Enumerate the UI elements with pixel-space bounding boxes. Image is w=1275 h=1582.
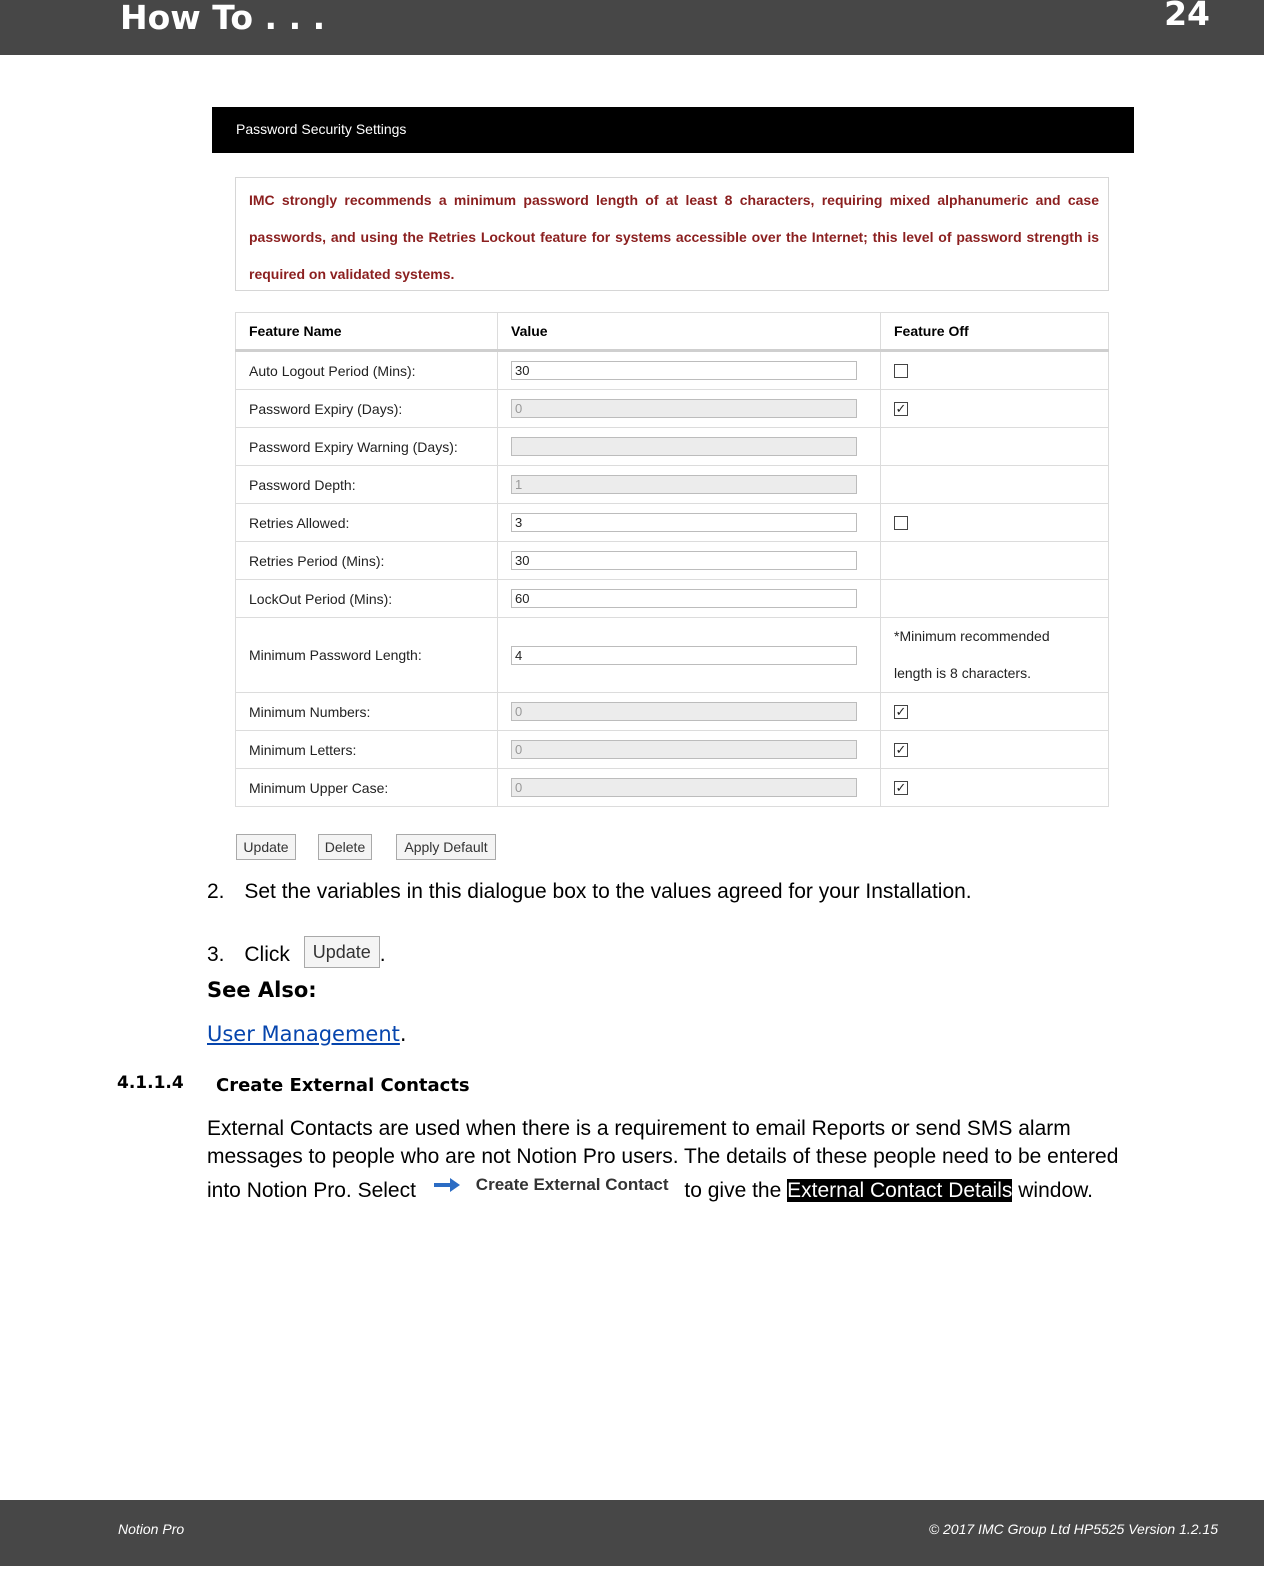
- feature-name: Password Expiry Warning (Days):: [236, 428, 498, 466]
- feature-off-checkbox[interactable]: ✓: [895, 779, 907, 795]
- apply-default-button[interactable]: Apply Default: [396, 834, 496, 860]
- value-field[interactable]: 30: [511, 361, 857, 380]
- see-also-heading: See Also:: [207, 978, 317, 1002]
- chapter-title: How To . . .: [120, 0, 326, 37]
- link-period: .: [399, 1022, 407, 1046]
- value-field[interactable]: 30: [511, 551, 857, 570]
- table-row: [236, 390, 1109, 428]
- value-field: [511, 437, 857, 456]
- create-external-contact-label: Create External Contact: [475, 1175, 669, 1194]
- create-external-contact-button: [432, 1171, 669, 1199]
- arrow-right-icon: [432, 1175, 462, 1195]
- table-row: [236, 580, 1109, 618]
- footer-copyright: © 2017 IMC Group Ltd HP5525 Version 1.2.15: [928, 1521, 1218, 1537]
- column-header: Feature Off: [881, 313, 1109, 351]
- feature-name: Minimum Letters:: [236, 731, 498, 769]
- value-field: 1: [511, 475, 857, 494]
- warning-line: length is 8 characters.: [894, 665, 1031, 681]
- feature-name: LockOut Period (Mins):: [236, 580, 498, 618]
- table-row: [236, 466, 1109, 504]
- external-contact-details-highlight: External Contact Details: [787, 1179, 1013, 1202]
- paragraph-text: External Contacts are used when there is a requirement to email Reports or send SMS alarm messages to people who are not Notion Pro users. The details of these people need to be entered into Notion Pro. Select: [207, 1117, 1119, 1202]
- step-number: 3.: [207, 943, 225, 966]
- paragraph-text: window.: [1018, 1179, 1093, 1202]
- feature-name: Minimum Upper Case:: [236, 769, 498, 807]
- step-2: [207, 878, 972, 906]
- table-row: [236, 351, 1109, 390]
- table-header-row: [236, 313, 1109, 351]
- update-button[interactable]: Update: [236, 834, 296, 860]
- value-field: 0: [511, 740, 857, 759]
- see-also-line: [207, 1022, 407, 1046]
- value-field: 0: [511, 399, 857, 418]
- feature-name: Retries Period (Mins):: [236, 542, 498, 580]
- feature-name: Password Expiry (Days):: [236, 390, 498, 428]
- feature-name: Minimum Password Length:: [236, 618, 498, 693]
- section-number: 4.1.1.4: [117, 1073, 184, 1093]
- value-field[interactable]: 4: [511, 646, 857, 665]
- footer-product: Notion Pro: [118, 1521, 185, 1537]
- step-end: .: [379, 943, 386, 966]
- feature-off-checkbox[interactable]: ✓: [895, 400, 907, 416]
- step-number: 2.: [207, 880, 225, 903]
- update-button-image: Update: [304, 936, 380, 968]
- column-header: Feature Name: [236, 313, 498, 351]
- security-notice-text: IMC strongly recommends a minimum password length of at least 8 characters, requiring mixed alphanumeric and case passwords, and using the Retries Lockout feature for systems accessible over the Internet; this level of password strength is required on validated systems.: [249, 192, 1099, 282]
- feature-name: Auto Logout Period (Mins):: [236, 351, 498, 390]
- feature-name: Minimum Numbers:: [236, 693, 498, 731]
- feature-off-checkbox[interactable]: [894, 516, 908, 530]
- value-field: 0: [511, 778, 857, 797]
- settings-table: [235, 312, 1109, 807]
- min-length-warning: [881, 618, 1109, 693]
- user-management-link[interactable]: User Management: [207, 1022, 400, 1046]
- panel-title-bar: [212, 107, 1134, 153]
- step-text: Click: [244, 943, 290, 966]
- page-footer: [0, 1500, 1264, 1566]
- page-header: [0, 0, 1264, 55]
- security-notice: [235, 177, 1109, 291]
- page-number: 24: [1164, 0, 1210, 33]
- feature-name: Retries Allowed:: [236, 504, 498, 542]
- value-field[interactable]: 3: [511, 513, 857, 532]
- paragraph-text: to give the: [684, 1179, 782, 1202]
- section-paragraph: [207, 1115, 1157, 1205]
- table-row: [236, 618, 1109, 693]
- table-row: [236, 731, 1109, 769]
- table-row: [236, 428, 1109, 466]
- feature-off-checkbox[interactable]: [894, 364, 908, 378]
- step-text: Set the variables in this dialogue box to the values agreed for your Installation.: [244, 880, 972, 903]
- step-3: [207, 936, 386, 969]
- table-row: [236, 693, 1109, 731]
- feature-off-checkbox[interactable]: ✓: [895, 703, 907, 719]
- table-row: [236, 504, 1109, 542]
- password-security-settings-screenshot: [212, 107, 1134, 867]
- warning-line: *Minimum recommended: [894, 628, 1050, 644]
- delete-button[interactable]: Delete: [318, 834, 372, 860]
- feature-name: Password Depth:: [236, 466, 498, 504]
- panel-title: Password Security Settings: [236, 121, 407, 137]
- table-row: [236, 769, 1109, 807]
- value-field: 0: [511, 702, 857, 721]
- section-title: Create External Contacts: [216, 1075, 470, 1096]
- table-row: [236, 542, 1109, 580]
- value-field[interactable]: 60: [511, 589, 857, 608]
- column-header: Value: [498, 313, 881, 351]
- feature-off-checkbox[interactable]: ✓: [895, 741, 907, 757]
